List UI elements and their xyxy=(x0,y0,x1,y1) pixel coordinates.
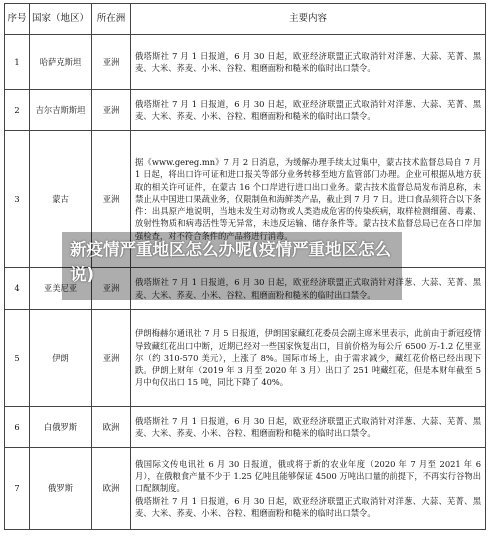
row-no: 7 xyxy=(5,448,30,530)
row-continent: 亚洲 xyxy=(92,310,131,407)
row-country: 亚美尼亚 xyxy=(30,268,92,310)
header-country: 国家（地区） xyxy=(30,4,92,35)
row-content: 俄塔斯社 7 月 1 日报道，6 月 30 日起，欧亚经济联盟正式取消针对洋葱、大蒜、芜菁、黑麦、大米、荞麦、小米、谷粒、粗磨面粉和糙米的临时出口禁令。 xyxy=(131,407,486,448)
row-no: 3 xyxy=(5,131,30,268)
row-continent: 亚洲 xyxy=(92,268,131,310)
row-country: 伊朗 xyxy=(30,310,92,407)
row-country: 吉尔吉斯斯坦 xyxy=(30,90,92,131)
row-country: 白俄罗斯 xyxy=(30,407,92,448)
header-no: 序号 xyxy=(5,4,30,35)
row-continent: 亚洲 xyxy=(92,131,131,268)
row-continent: 欧洲 xyxy=(92,407,131,448)
row-no: 1 xyxy=(5,35,30,90)
row-content: 据《www.gereg.mn》7 月 2 日消息，为缓解办理手续太过集中，蒙古技术监督总局自 7 月 1 日起，将出口许可证和进口报关等部分业务转移至地方监管部门办理。企业可根据从地方获取的相关许可证件，在蒙古 16 个口岸进行进口出口业务。蒙古技术监督总局发布消息称，未禁止从中国进口果蔬业务，仅限制鱼和海鲜类产品，截止到 7 月 7 日。进口食品须符合以下条件：出具原产地说明，当地未发生对动物或人类造成危害的传染疾病，取样检测细菌、毒素、放射性物质和病毒活性等无异常，未违反运输、储存条件等。蒙古技术监督总局已在各口岸加强检查，对不符合条件的产品将进行消毒。 xyxy=(131,131,486,268)
table-row xyxy=(5,90,486,131)
row-content: 俄塔斯社 7 月 1 日报道，6 月 30 日起，欧亚经济联盟正式取消针对洋葱、大蒜、芜菁、黑麦、大米、荞麦、小米、谷粒、粗磨面粉和糙米的临时出口禁令。 xyxy=(131,35,486,90)
row-no: 4 xyxy=(5,268,30,310)
row-content: 伊朗梅赫尔通讯社 7 月 5 日报道，伊朗国家藏红花委员会副主席米里表示，此前由于新冠疫情导致藏红花出口中断，近期已经对一些国家恢复出口，目前价格为每公斤 6500 万-1.2 亿里亚尔（约 310-570 美元），上涨了 8%。国际市场上，由于需求减少，藏红花价格已经出现下跌。伊朗上财年（2019 年 3 月至 2020 年 3 月）出口了 251 吨藏红花，但是本财年截至 5 月中旬仅出口 15 吨，同比下降了 40%。 xyxy=(131,310,486,407)
row-no: 5 xyxy=(5,310,30,407)
row-no: 6 xyxy=(5,407,30,448)
overlay-title: 新疫情严重地区怎么办呢(疫情严重地区怎么说) xyxy=(70,240,392,284)
row-continent: 亚洲 xyxy=(92,90,131,131)
table-row xyxy=(5,407,486,448)
table-row xyxy=(5,310,486,407)
row-content: 俄塔斯社 7 月 1 日报道，6 月 30 日起，欧亚经济联盟正式取消针对洋葱、大蒜、芜菁、黑麦、大米、荞麦、小米、谷粒、粗磨面粉和糙米的临时出口禁令。 xyxy=(131,90,486,131)
row-content: 俄塔斯社 7 月 1 日报道，6 月 30 日起，欧亚经济联盟正式取消针对洋葱、大蒜、芜菁、黑麦、大米、荞麦、小米、谷粒、粗磨面粉和糙米的临时出口禁令。 xyxy=(131,268,486,310)
row-no: 2 xyxy=(5,90,30,131)
table-header-row xyxy=(5,4,486,35)
row-country: 俄罗斯 xyxy=(30,448,92,530)
table-row xyxy=(5,448,486,530)
header-continent: 所在洲 xyxy=(92,4,131,35)
row-content: 俄国际文传电讯社 6 月 30 日报道，俄或将于新的农业年度（2020 年 7 月至 2021 年 6 月），在俄粮食产量不少于 1.25 亿吨且能够保证 4500 万吨出口量的前提下，不再实行谷物出口配额制度。 俄塔斯社 7 月 1 日报道，6 月 30 日起，欧亚经济联盟正式取消针对洋葱、大蒜、芜菁、黑麦、大米、荞麦、小米、谷粒、粗磨面粉和糙米的临时出口禁令。 xyxy=(131,448,486,530)
row-continent: 欧洲 xyxy=(92,448,131,530)
row-country: 哈萨克斯坦 xyxy=(30,35,92,90)
table-row xyxy=(5,35,486,90)
header-content: 主要内容 xyxy=(131,4,486,35)
row-country: 蒙古 xyxy=(30,131,92,268)
row-continent: 亚洲 xyxy=(92,35,131,90)
